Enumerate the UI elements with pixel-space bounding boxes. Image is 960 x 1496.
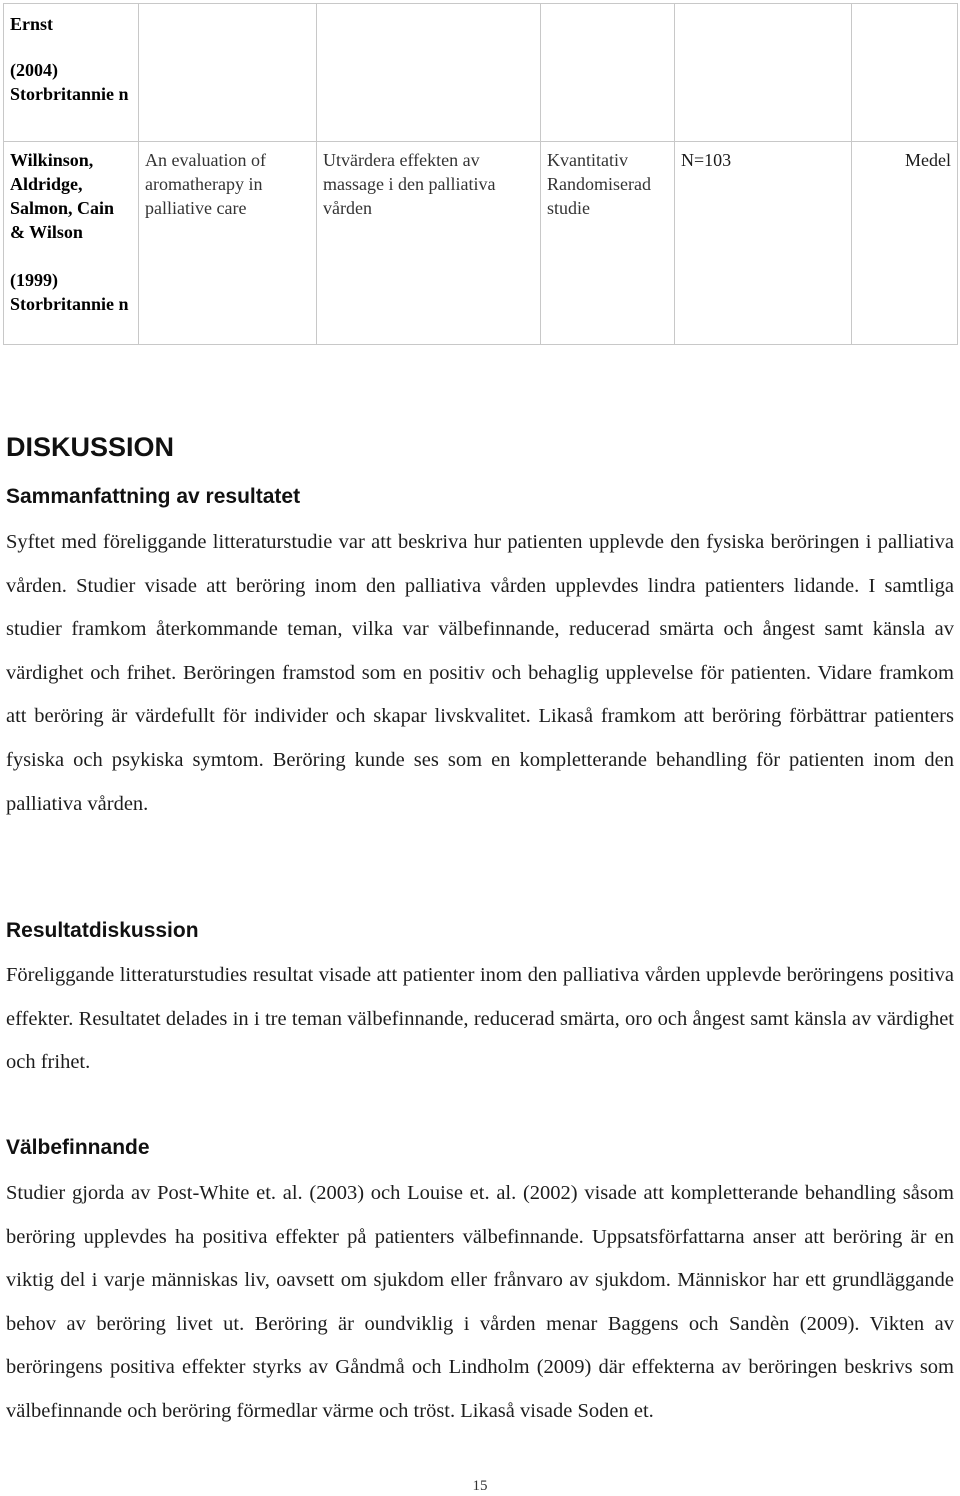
- table-cell-title: An evaluation of aromatherapy in palliative care: [139, 142, 317, 345]
- year-country: (2004) Storbritannie n: [10, 60, 129, 104]
- paragraph-valbefinnande: Studier gjorda av Post-White et. al. (2003) och Louise et. al. (2002) visade att kompletterande behandling såsom beröring upplevdes ha positiva effekter på patienters välbefinnande. Uppsatsförfattarna anser att beröring är en viktig del i varje människas liv, oavsett om sjukdom eller frånvaro av sjukdom. Människor har ett grundläggande behov av beröring livet ut. Beröring är oundviklig i vården menar Baggens och Sandèn (2009). Vikten av beröringens positiva effekter styrks av Gåndmå och Lindholm (2009) där effekterna av beröringen beskrivs som välbefinnande och beröring förmedlar värme och tröst. Likaså visade Soden et.: [6, 1182, 954, 1422]
- table-row: [4, 142, 958, 345]
- table-cell: [541, 4, 675, 142]
- table-cell-aim: Utvärdera effekten av massage i den palliativa vården: [317, 142, 541, 345]
- table-cell: [139, 4, 317, 142]
- table-cell: [317, 4, 541, 142]
- table-cell: [675, 4, 852, 142]
- heading-sammanfattning: Sammanfattning av resultatet: [6, 485, 301, 508]
- paragraph-sammanfattning: Syftet med föreliggande litteraturstudie var att beskriva hur patienten upplevde den fysiska beröringen i palliativa vården. Studier visade att beröring inom den palliativa vården upplevdes lindra patienters lidande. I samtliga studier framkom återkommande teman, vilka var välbefinnande, reducerad smärta och ångest samt känsla av värdighet och frihet. Beröringen framstod som en positiv och behaglig upplevelse för patienten. Vidare framkom att beröring är värdefullt för individer och skapar livskvalitet. Likaså framkom att beröring förbättrar patienters fysiska och psykiska symtom. Beröring kunde ses som en kompletterande behandling för patienten inom den palliativa vården.: [6, 531, 954, 815]
- table-cell-author: [4, 4, 139, 142]
- table-cell-method: Kvantitativ Randomiserad studie: [541, 142, 675, 345]
- page-number: 15: [472, 1478, 488, 1494]
- table-cell-author: [4, 142, 139, 345]
- author-ernst: Ernst: [10, 14, 54, 34]
- table-cell-quality: Medel: [852, 142, 958, 345]
- paragraph-resultatdiskussion: Föreliggande litteraturstudies resultat visade att patienter inom den palliativa vården upplevde beröringens positiva effekter. Resultatet delades in i tre teman välbefinnande, reducerad smärta, oro och ångest samt känsla av värdighet och frihet.: [6, 964, 954, 1074]
- heading-valbefinnande: Välbefinnande: [6, 1136, 150, 1159]
- table-row: [4, 4, 958, 142]
- table-cell-sample: N=103: [675, 142, 852, 345]
- authors-wilkinson: Wilkinson, Aldridge, Salmon, Cain & Wilson: [10, 150, 115, 242]
- year-country: (1999) Storbritannie n: [10, 270, 129, 314]
- heading-resultatdiskussion: Resultatdiskussion: [6, 919, 199, 942]
- literature-table: [3, 3, 958, 345]
- heading-diskussion: DISKUSSION: [6, 432, 175, 462]
- table-cell: [852, 4, 958, 142]
